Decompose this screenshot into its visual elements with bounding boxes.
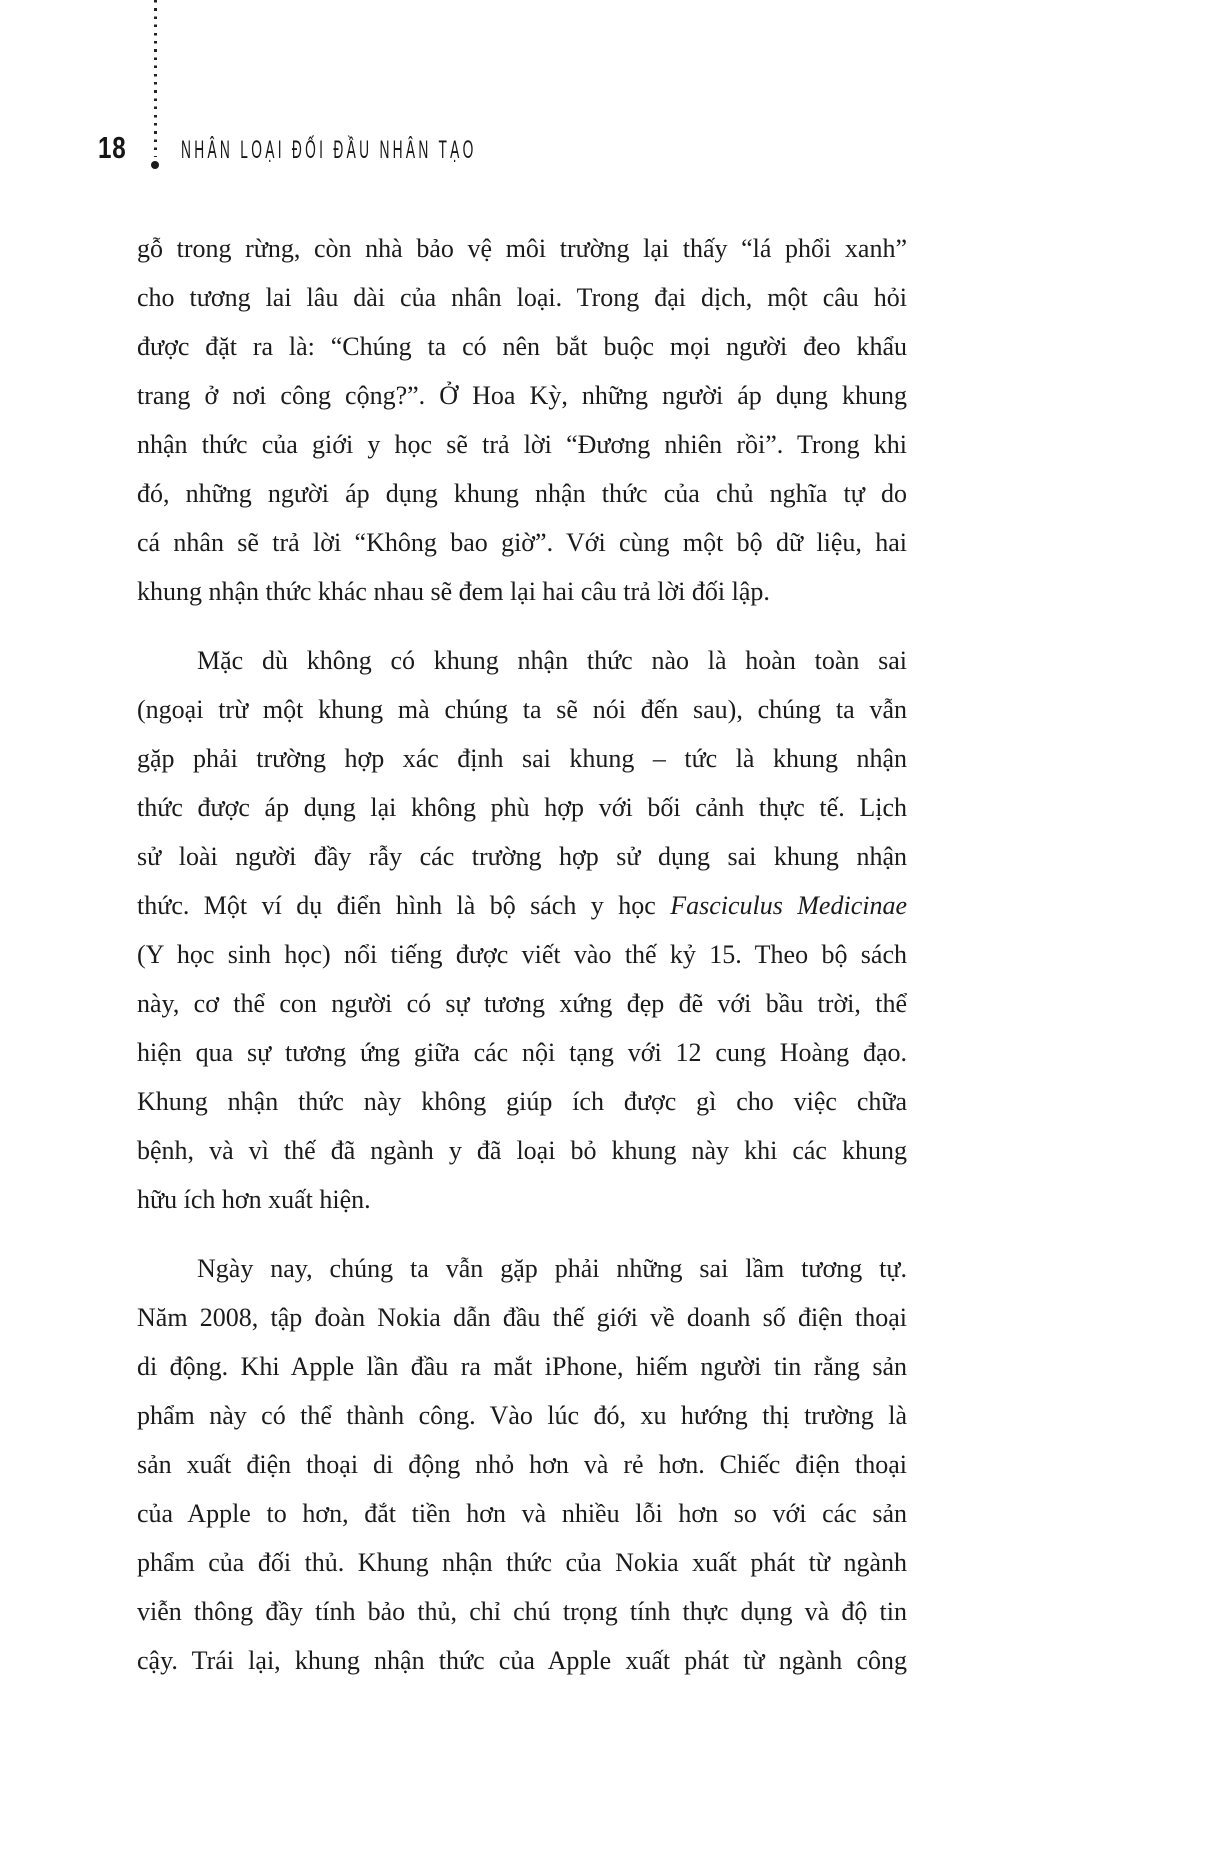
header-dotted-rule [154, 0, 157, 157]
text-line: của Apple to hơn, đắt tiền hơn và nhiều lỗi hơn so với các sản [137, 1499, 907, 1528]
text-line: cá nhân sẽ trả lời “Không bao giờ”. Với cùng một bộ dữ liệu, hai [137, 528, 907, 557]
text-line: Mặc dù không có khung nhận thức nào là hoàn toàn sai [197, 646, 907, 675]
text-line: hiện qua sự tương ứng giữa các nội tạng với 12 cung Hoàng đạo. [137, 1038, 907, 1067]
text-line: sử loài người đầy rẫy các trường hợp sử dụng sai khung nhận [137, 842, 907, 871]
text-line: bệnh, và vì thế đã ngành y đã loại bỏ khung này khi các khung [137, 1136, 907, 1165]
text-line: gỗ trong rừng, còn nhà bảo vệ môi trường lại thấy “lá phổi xanh” [137, 234, 907, 263]
text-line: (Y học sinh học) nổi tiếng được viết vào thế kỷ 15. Theo bộ sách [137, 940, 907, 969]
text-line: thức được áp dụng lại không phù hợp với bối cảnh thực tế. Lịch [137, 793, 907, 822]
page-header [0, 0, 1221, 180]
text-line: Khung nhận thức này không giúp ích được gì cho việc chữa [137, 1087, 907, 1116]
page-number: 18 [98, 130, 127, 165]
text-line: phẩm của đối thủ. Khung nhận thức của Nokia xuất phát từ ngành [137, 1548, 907, 1577]
text-line: thức. Một ví dụ điển hình là bộ sách y học Fasciculus Medicinae [137, 891, 907, 920]
paragraph [137, 636, 907, 1224]
text-line: phẩm này có thể thành công. Vào lúc đó, xu hướng thị trường là [137, 1401, 907, 1430]
text-line: cho tương lai lâu dài của nhân loại. Trong đại dịch, một câu hỏi [137, 283, 907, 312]
text-line: khung nhận thức khác nhau sẽ đem lại hai câu trả lời đối lập. [137, 577, 770, 606]
text-line: viễn thông đầy tính bảo thủ, chỉ chú trọng tính thực dụng và độ tin [137, 1597, 907, 1626]
italic-book-title: Fasciculus Medicinae [670, 891, 907, 920]
text-line: sản xuất điện thoại di động nhỏ hơn và rẻ hơn. Chiếc điện thoại [137, 1450, 907, 1479]
body-text [137, 224, 907, 1685]
running-title: NHÂN LOẠI ĐỐI ĐẦU NHÂN TẠO [181, 136, 477, 164]
paragraph [137, 224, 907, 616]
text-line: đó, những người áp dụng khung nhận thức của chủ nghĩa tự do [137, 479, 907, 508]
text-line: gặp phải trường hợp xác định sai khung – tức là khung nhận [137, 744, 907, 773]
paragraph [137, 1244, 907, 1685]
text-line: (ngoại trừ một khung mà chúng ta sẽ nói đến sau), chúng ta vẫn [137, 695, 907, 724]
text-line: này, cơ thể con người có sự tương xứng đẹp đẽ với bầu trời, thể [137, 989, 907, 1018]
text-line: Năm 2008, tập đoàn Nokia dẫn đầu thế giới về doanh số điện thoại [137, 1303, 907, 1332]
text-line: trang ở nơi công cộng?”. Ở Hoa Kỳ, những người áp dụng khung [137, 381, 907, 410]
text-line: nhận thức của giới y học sẽ trả lời “Đương nhiên rồi”. Trong khi [137, 430, 907, 459]
text-line: Ngày nay, chúng ta vẫn gặp phải những sai lầm tương tự. [197, 1254, 907, 1283]
text-line: được đặt ra là: “Chúng ta có nên bắt buộc mọi người đeo khẩu [137, 332, 907, 361]
text-line: hữu ích hơn xuất hiện. [137, 1185, 371, 1214]
text-line: cậy. Trái lại, khung nhận thức của Apple xuất phát từ ngành công [137, 1646, 907, 1675]
header-rule-end-dot [151, 161, 159, 169]
text-line: di động. Khi Apple lần đầu ra mắt iPhone, hiếm người tin rằng sản [137, 1352, 907, 1381]
